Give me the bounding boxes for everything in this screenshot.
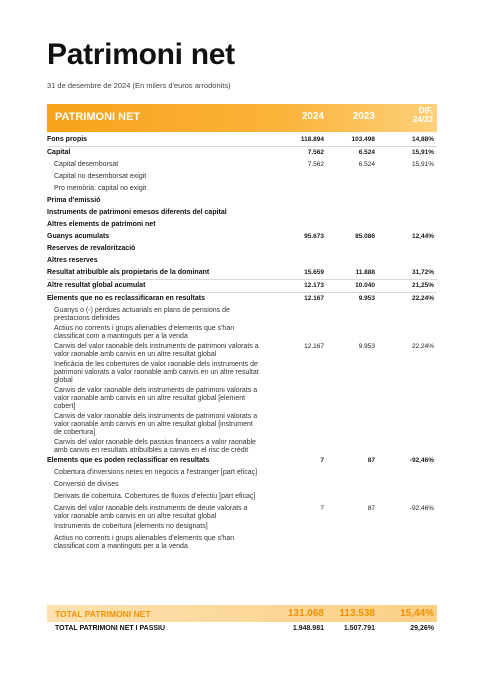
equity-table [47, 104, 437, 551]
table-row [47, 231, 437, 243]
row-label: Cobertura d'inversions netes en negocis a l'estranger [part eficaç] [54, 469, 258, 476]
value-2023: 87 [367, 505, 375, 512]
row-label: Resultat atribuïble als propietaris de la dominant [47, 269, 210, 276]
row-label: Ineficàcia de les cobertures de valor raonable dels instruments de patrimoni valorats a valor raonable amb canvis en un altre resultat global [54, 361, 259, 384]
table-row [47, 267, 437, 280]
table-row [47, 134, 437, 147]
value-2024: 95.673 [304, 233, 324, 240]
grand-total-2023: 1.507.791 [343, 625, 375, 632]
value-2024: 7.562 [307, 161, 324, 168]
value-2023: 9.953 [358, 343, 375, 350]
value-dif: 31,72% [411, 269, 434, 276]
value-2024: 7 [320, 457, 324, 464]
table-row [47, 183, 437, 195]
grand-total-dif: 29,26% [410, 625, 434, 632]
table-row [47, 437, 437, 455]
value-2023: 87 [367, 457, 375, 464]
value-dif: -92,46% [409, 457, 434, 464]
table-row [47, 359, 437, 385]
table-row [47, 521, 437, 533]
total-equity-2023: 113.538 [339, 608, 375, 619]
row-label: Derivats de cobertura. Cobertures de fluxos d'efectiu [part eficaç] [54, 493, 256, 500]
row-label: Guanys o (-) pèrdues actuarials en plans de pensions de prestacions definides [54, 307, 230, 322]
table-row [47, 293, 437, 305]
table-row [47, 305, 437, 323]
grand-total-row [47, 623, 437, 636]
value-dif: 12,44% [411, 233, 434, 240]
row-label: Pro memòria: capital no exigit [54, 185, 147, 192]
value-2023: 85.086 [355, 233, 375, 240]
header-dif-line1: DIF. [418, 106, 433, 115]
row-label: Actius no corrents i grups alienables d'elements que s'han classificat com a mantinguts per a la venda [54, 535, 235, 550]
row-label: Altres reserves [47, 257, 98, 264]
row-label: Canvis del valor raonable dels instruments de deute valorats a valor raonable amb canvis en un altre resultat global [54, 505, 248, 520]
value-dif: 14,88% [411, 136, 434, 143]
value-2024: 7 [320, 505, 324, 512]
table-header [47, 104, 437, 132]
table-row [47, 207, 437, 219]
table-row [47, 455, 437, 467]
value-2024: 12.167 [304, 343, 324, 350]
table-row [47, 219, 437, 231]
row-label: Altre resultat global acumulat [47, 282, 146, 289]
row-label: Prima d'emissió [47, 197, 101, 204]
value-2024: 15.659 [304, 269, 324, 276]
value-2024: 12.167 [304, 295, 324, 302]
value-2023: 103.498 [351, 136, 375, 143]
total-equity-label: TOTAL PATRIMONI NET [55, 609, 151, 619]
table-row [47, 341, 437, 359]
row-label: Canvis de valor raonable dels instruments de patrimoni valorats a valor raonable amb canvis en un altre resultat global [element cobert] [54, 387, 258, 410]
value-2023: 6.524 [358, 161, 375, 168]
value-dif: 15,91% [411, 149, 434, 156]
table-row [47, 255, 437, 267]
grand-total-label: TOTAL PATRIMONI NET I PASSIU [55, 625, 166, 632]
table-row [47, 385, 437, 411]
value-2023: 10.040 [355, 282, 375, 289]
row-label: Fons propis [47, 136, 88, 143]
total-equity-row [47, 605, 437, 622]
row-label: Guanys acumulats [47, 233, 110, 240]
row-label: Instruments de cobertura [elements no designats] [54, 523, 208, 530]
table-row [47, 503, 437, 521]
row-label: Elements que es poden reclassificar en resultats [47, 457, 210, 464]
table-row [47, 533, 437, 551]
value-dif: 15,91% [411, 161, 434, 168]
header-dif [403, 106, 433, 124]
table-row [47, 243, 437, 255]
row-label: Canvis del valor raonable dels instruments de patrimoni valorats a valor raonable amb canvis en un altre resultat global [54, 343, 259, 358]
table-row [47, 171, 437, 183]
row-label: Conversió de divises [54, 481, 119, 488]
table-row [47, 479, 437, 491]
value-2023: 11.888 [355, 269, 375, 276]
value-2024: 12.173 [304, 282, 324, 289]
value-2023: 9.953 [358, 295, 375, 302]
table-row [47, 159, 437, 171]
header-2024: 2024 [301, 111, 324, 122]
page-title: Patrimoni net [47, 38, 235, 71]
row-label: Actius no corrents i grups alienables d'elements que s'han classificat com a mantinguts per a la venda [54, 325, 235, 340]
table-row [47, 323, 437, 341]
table-row [47, 147, 437, 159]
row-label: Capital [47, 149, 71, 156]
value-2023: 6.524 [358, 149, 375, 156]
table-row [47, 280, 437, 293]
value-2024: 7.562 [307, 149, 324, 156]
total-equity-dif: 15,44% [400, 608, 434, 619]
table-row [47, 491, 437, 503]
row-label: Canvis del valor raonable dels passius financers a valor raonable amb canvis en resultats atribuïbles a canvis en el risc de crèdit [54, 439, 256, 454]
header-dif-line2: 24/23 [412, 115, 433, 124]
row-label: Elements que no es reclassificaran en resultats [47, 295, 205, 302]
row-label: Instruments de patrimoni emesos diferents del capital [47, 209, 227, 216]
row-label: Capital no desemborsat exigit [54, 173, 147, 180]
value-dif: 21,25% [411, 282, 434, 289]
value-2024: 118.894 [300, 136, 324, 143]
header-2023: 2023 [352, 111, 375, 122]
header-label: PATRIMONI NET [55, 111, 141, 123]
table-row [47, 195, 437, 207]
row-label: Altres elements de patrimoni net [47, 221, 156, 228]
table-row [47, 411, 437, 437]
row-label: Capital desemborsat [54, 161, 119, 168]
value-dif: 22,24% [411, 343, 434, 350]
value-dif: 22,24% [411, 295, 434, 302]
grand-total-2024: 1.948.981 [292, 625, 324, 632]
table-row [47, 467, 437, 479]
page-subtitle: 31 de desembre de 2024 (En milers d'euros arrodonits) [47, 81, 231, 90]
total-equity-2024: 131.068 [287, 608, 324, 619]
value-dif: -92,46% [409, 505, 434, 512]
row-label: Reserves de revalorització [47, 245, 136, 252]
row-label: Canvis de valor raonable dels instruments de patrimoni valorats a valor raonable amb canvis en un altre resultat global [instrument de cobertura] [54, 413, 258, 436]
table-body [47, 134, 437, 551]
